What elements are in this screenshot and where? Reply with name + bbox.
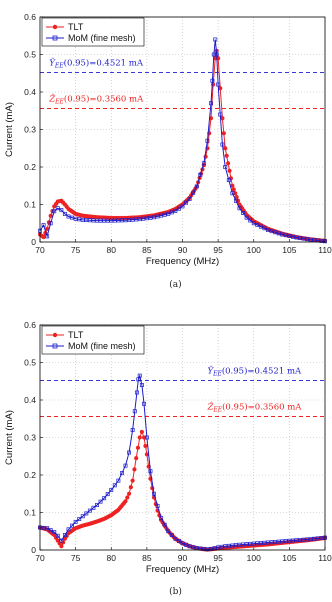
data-point bbox=[127, 492, 131, 496]
chart-panel-b bbox=[4, 320, 332, 597]
x-tick-label: 90 bbox=[177, 245, 188, 255]
x-tick-label: 110 bbox=[318, 245, 332, 255]
x-tick-label: 90 bbox=[177, 553, 188, 563]
legend-label: MoM (fine mesh) bbox=[68, 33, 136, 43]
legend bbox=[42, 18, 144, 46]
panel-caption: (a) bbox=[169, 280, 182, 290]
y-tick-label: 0 bbox=[31, 545, 36, 555]
y-tick-label: 0.4 bbox=[24, 395, 36, 405]
data-point bbox=[226, 161, 230, 165]
y-tick-label: 0.6 bbox=[24, 320, 36, 330]
data-point bbox=[140, 430, 144, 434]
x-tick-label: 70 bbox=[35, 245, 45, 255]
data-point bbox=[125, 496, 129, 500]
x-tick-label: 80 bbox=[106, 553, 116, 563]
data-point bbox=[133, 467, 137, 471]
data-point bbox=[129, 485, 133, 489]
data-point bbox=[134, 456, 138, 460]
data-point bbox=[138, 436, 142, 440]
data-point bbox=[228, 169, 232, 173]
data-point bbox=[59, 544, 63, 548]
data-point bbox=[136, 446, 140, 450]
data-point bbox=[144, 444, 148, 448]
y-tick-label: 0.2 bbox=[24, 470, 36, 480]
y-tick-label: 0.5 bbox=[24, 357, 36, 368]
x-tick-label: 100 bbox=[246, 245, 261, 255]
reference-label-1: $Ŷ_{EE}(0.95)=0.4521$ mA bbox=[207, 366, 302, 378]
x-tick-label: 105 bbox=[282, 245, 297, 255]
x-tick-label: 80 bbox=[106, 245, 116, 255]
reference-label-1: $Ŷ_{EE}(0.95)=0.4521$ mA bbox=[49, 58, 143, 70]
data-point bbox=[223, 146, 227, 150]
data-point bbox=[232, 188, 236, 192]
y-tick-label: 0.1 bbox=[24, 199, 36, 210]
y-tick-label: 0.6 bbox=[24, 12, 36, 22]
y-tick-label: 0.5 bbox=[24, 49, 36, 60]
x-tick-label: 70 bbox=[35, 553, 45, 563]
y-axis-label: Current (mA) bbox=[4, 102, 15, 157]
x-tick-label: 95 bbox=[213, 553, 223, 563]
y-tick-label: 0 bbox=[31, 237, 36, 247]
x-axis-label: Frequency (MHz) bbox=[145, 256, 220, 267]
y-tick-label: 0.3 bbox=[24, 124, 36, 135]
legend-label: TLT bbox=[68, 330, 84, 340]
reference-label-2: Ẑ$_{EE}$(0.95)=0.3560 mA bbox=[207, 402, 302, 414]
x-tick-label: 85 bbox=[142, 245, 152, 255]
x-tick-label: 85 bbox=[142, 553, 152, 563]
x-tick-label: 75 bbox=[70, 553, 81, 563]
legend-label: TLT bbox=[68, 22, 84, 32]
data-point bbox=[225, 154, 229, 158]
data-point bbox=[124, 499, 128, 503]
legend-marker bbox=[53, 25, 57, 29]
y-axis-label: Current (mA) bbox=[4, 410, 15, 465]
x-tick-label: 110 bbox=[318, 553, 332, 563]
data-point bbox=[42, 235, 46, 239]
legend-label: MoM (fine mesh) bbox=[68, 341, 136, 351]
legend bbox=[42, 326, 144, 354]
data-point bbox=[222, 131, 226, 135]
x-axis-label: Frequency (MHz) bbox=[145, 564, 220, 575]
chart-panel-a bbox=[4, 12, 332, 290]
x-tick-label: 105 bbox=[282, 553, 297, 563]
x-tick-label: 100 bbox=[246, 553, 261, 563]
reference-label-2: Ẑ$_{EE}$(0.95)=0.3560 mA bbox=[49, 94, 144, 106]
y-tick-label: 0.3 bbox=[24, 432, 36, 443]
y-tick-label: 0.1 bbox=[24, 507, 36, 518]
y-tick-label: 0.4 bbox=[24, 87, 36, 97]
legend-marker bbox=[53, 333, 57, 337]
x-tick-label: 95 bbox=[213, 245, 223, 255]
data-point bbox=[131, 479, 135, 483]
x-tick-label: 75 bbox=[70, 245, 81, 255]
y-tick-label: 0.2 bbox=[24, 162, 36, 172]
panel-caption: (b) bbox=[169, 587, 182, 597]
